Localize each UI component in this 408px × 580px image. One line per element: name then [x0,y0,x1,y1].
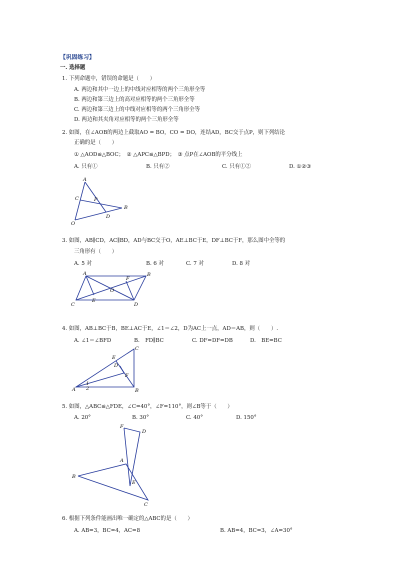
q4-option-c: C. DF=DF=DB [192,338,233,344]
q4-label-d: D [114,363,119,369]
q5-label-a: A [120,458,124,464]
q3-label-o: O [110,288,115,294]
q3-option-c: C. 7 对 [186,261,204,267]
q4-label-2: 2 [86,386,90,392]
q3-label-f: F [126,276,130,282]
q4-stem: 4. 如图，AB⊥BC于B，BE⊥AC于E，∠1＝∠2，D为AC上一点，AD＝AB，则（ ）. [62,326,279,332]
q3-option-d: D. 8 对 [232,261,251,267]
q5-label-c: C [144,502,148,508]
q3-label-e: E [92,298,96,304]
q2-label-d: D [106,214,111,220]
q2-line-bc [80,200,122,208]
q2-stem-line1: 2. 如图，在∠AOB的两边上截取AO = BO，CO = DO，连结AD，BC交于点P，则下列结论 [62,130,286,136]
q4-label-c: C [135,346,139,352]
q3-stem-line2: 三角形有（ ） [74,249,118,255]
q3-stem-line1: 3. 如图，AB∥CD，AC∥BD，AD与BC交于O，AE⊥BC于E，DF⊥BC于F，那么图中全等的 [62,238,286,244]
q5-label-f: F [120,424,124,430]
q3-line-df [126,281,134,300]
q2-label-c: C [75,196,79,202]
q6-stem: 6. 根据下列条件能画出唯一确定的△ABC的是（ ） [62,516,193,522]
q6-option-a: A. AB=3，BC=4，AC=8 [74,528,140,534]
q2-label-a: A [83,177,87,183]
q5-option-c: C. 40° [186,415,203,421]
q1-option-d: D. 两边和其夹角对应相等的两个三角形全等 [74,117,179,123]
q4-label-1: 1 [86,381,90,387]
q1-option-c: C. 两边和第三边上的中线对应相等的两个三角形全等 [74,107,200,113]
q3-option-b: B. 6 对 [146,261,164,267]
q2-figure [70,176,130,226]
q2-line-ob [75,208,122,220]
q5-label-b: B [72,474,76,480]
q5-figure [72,424,172,508]
q5-stem: 5. 如图，△ABC≌△FDE，∠C=40°，∠F=110°，则∠B等于（ ） [62,404,233,410]
q4-line-fd [120,366,124,373]
q4-label-a: A [72,387,76,393]
q5-triangle-fde [124,428,140,486]
q4-label-f: F [125,373,129,379]
section-title: 【巩固练习】 [60,55,95,61]
q2-stem-line2: 正确的是（ ） [74,140,118,146]
q4-label-b: B [135,388,139,394]
q2-label-p: P [94,197,98,203]
q1-option-b: B. 两边和第三边上的高对应相等的两个三角形全等 [74,97,195,103]
q2-option-d: D. ①②③ [289,164,312,170]
q2-conclusions: ① △AOD≌△BOC； ② △APC≌△BPD； ③ 点P在∠AOB的平分线上 [74,152,243,158]
q1-option-a: A. 两边和其中一边上的中线对应相等的两个三角形全等 [74,87,206,93]
q5-option-d: D. 150° [236,415,257,421]
q5-option-b: B. 30° [132,415,149,421]
q4-label-e: E [112,355,116,361]
q1-stem: 1. 下列命题中，错误的命题是（ ） [62,76,156,82]
q2-label-o: O [71,221,76,227]
q2-label-b: B [124,205,128,211]
q2-option-a: A. 只有① [74,164,98,170]
q4-triangle-abc [76,349,134,387]
q3-label-b: B [147,272,151,278]
subsection-title: 一. 选择题 [60,65,86,71]
q2-option-c: C. 只有①② [222,164,251,170]
q3-label-c: C [71,302,75,308]
q3-option-a: A. 5 对 [74,261,92,267]
q5-triangle-abc [78,464,148,500]
q6-option-b: B. AB=4，BC=3，∠A=30° [220,528,293,534]
q3-line-ae [86,276,94,295]
q5-label-e: E [132,480,136,486]
q4-option-a: A. ∠1＝∠BFD [74,338,112,344]
q5-label-d: D [142,429,147,435]
q3-figure [71,270,154,310]
q2-option-b: B. 只有② [146,164,170,170]
q4-figure [72,347,142,392]
q3-label-a: A [83,271,87,277]
q4-option-d: D. BE=BC [250,338,282,344]
q3-label-d: D [134,302,139,308]
q5-option-a: A. 20° [74,415,91,421]
q4-option-b: B. FD∥BC [134,338,164,344]
q4-line-af [76,373,124,387]
